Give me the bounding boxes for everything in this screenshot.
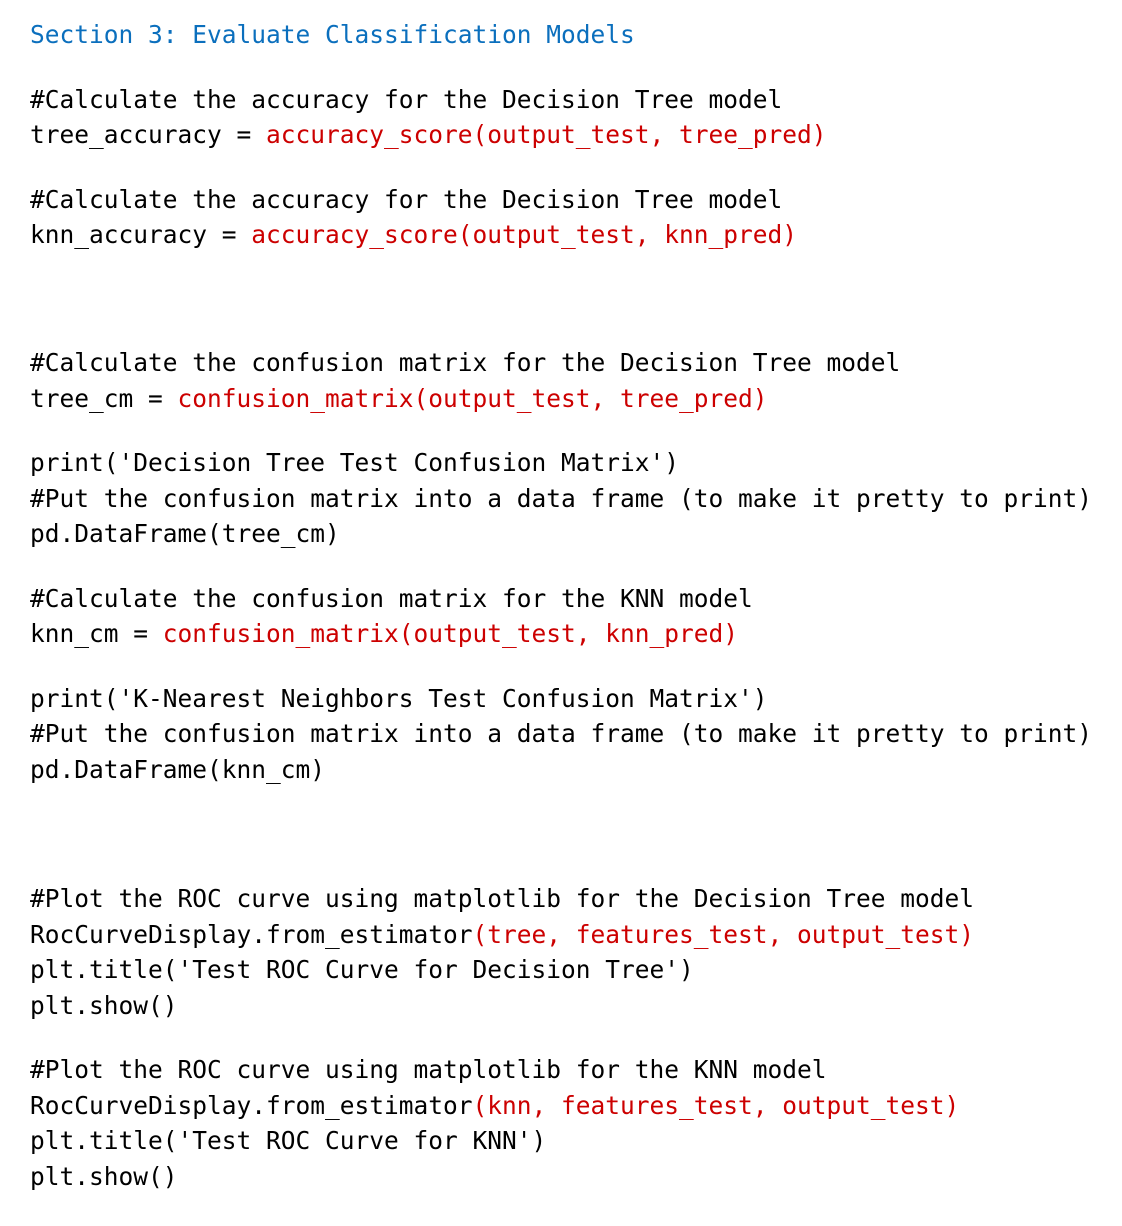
code-line-title-tree: plt.title('Test ROC Curve for Decision Tree') [30, 955, 694, 984]
code-line-show-tree: plt.show() [30, 991, 178, 1020]
comment-df-knn: #Put the confusion matrix into a data frame (to make it pretty to print) [30, 719, 1093, 748]
comment-tree-cm: #Calculate the confusion matrix for the Decision Tree model [30, 348, 901, 377]
knn-accuracy-lhs: knn_accuracy = [30, 220, 252, 249]
tree-accuracy-rhs: accuracy_score(output_test, tree_pred) [266, 120, 827, 149]
section-title: Section 3: Evaluate Classification Models [30, 20, 635, 49]
comment-knn-accuracy: #Calculate the accuracy for the Decision Tree model [30, 185, 783, 214]
code-line-df-knn: pd.DataFrame(knn_cm) [30, 755, 326, 784]
roc-knn-call: RocCurveDisplay.from_estimator [30, 1091, 473, 1120]
tree-cm-lhs: tree_cm = [30, 384, 178, 413]
code-line-print-knn-cm: print('K-Nearest Neighbors Test Confusion Matrix') [30, 684, 768, 713]
code-line-knn-accuracy [30, 218, 797, 252]
comment-roc-knn: #Plot the ROC curve using matplotlib for the KNN model [30, 1055, 827, 1084]
code-line-roc-knn [30, 1089, 959, 1123]
code-line-print-tree-cm: print('Decision Tree Test Confusion Matrix') [30, 448, 680, 477]
code-line-tree-cm [30, 382, 768, 416]
roc-tree-args: (tree, features_test, output_test) [472, 920, 975, 949]
comment-roc-tree: #Plot the ROC curve using matplotlib for the Decision Tree model [30, 884, 975, 913]
code-line-knn-cm [30, 617, 738, 651]
tree-accuracy-lhs: tree_accuracy = [30, 120, 267, 149]
knn-accuracy-rhs: accuracy_score(output_test, knn_pred) [251, 220, 798, 249]
comment-knn-cm: #Calculate the confusion matrix for the KNN model [30, 584, 753, 613]
code-line-show-knn: plt.show() [30, 1162, 178, 1191]
roc-tree-call: RocCurveDisplay.from_estimator [30, 920, 473, 949]
code-line-tree-accuracy [30, 118, 827, 152]
code-line-roc-tree [30, 918, 974, 952]
code-line-title-knn: plt.title('Test ROC Curve for KNN') [30, 1126, 547, 1155]
tree-cm-rhs: confusion_matrix(output_test, tree_pred) [177, 384, 768, 413]
knn-cm-rhs: confusion_matrix(output_test, knn_pred) [162, 619, 739, 648]
roc-knn-args: (knn, features_test, output_test) [472, 1091, 960, 1120]
code-line-df-tree: pd.DataFrame(tree_cm) [30, 519, 340, 548]
comment-tree-accuracy: #Calculate the accuracy for the Decision Tree model [30, 85, 783, 114]
knn-cm-lhs: knn_cm = [30, 619, 163, 648]
comment-df-tree: #Put the confusion matrix into a data frame (to make it pretty to print) [30, 484, 1093, 513]
